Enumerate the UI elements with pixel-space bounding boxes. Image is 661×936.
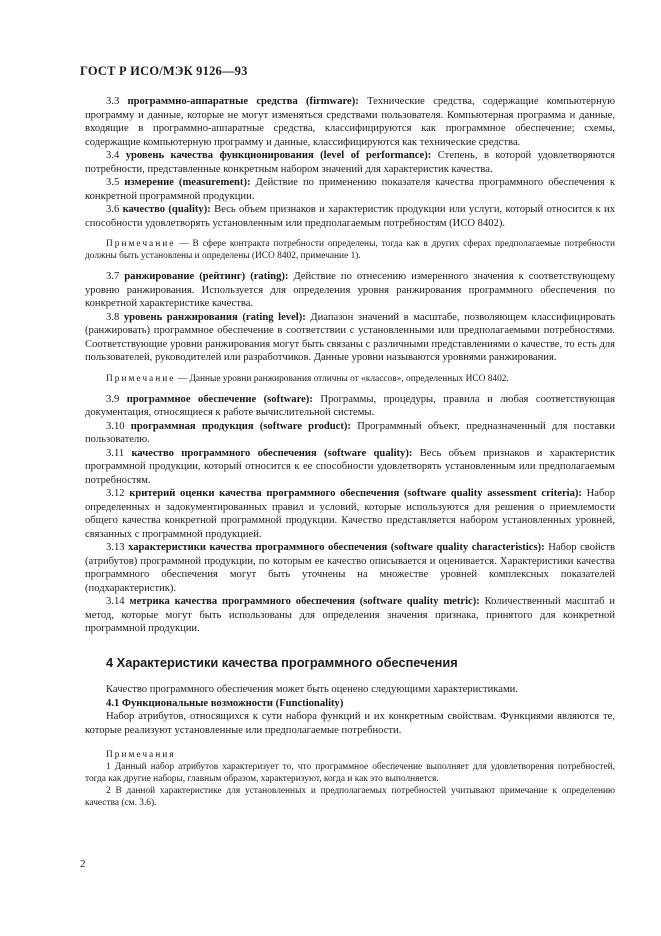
note-1 (85, 238, 615, 262)
term: критерий оценки качества программного обеспечения (software quality assessment criteria): (129, 488, 582, 499)
notes-label: Примечания (106, 750, 176, 760)
definition-text: Весь объем признаков и характеристик программной продукции, который относится к ее способности удовлетворять установленным или предполагаемым потребностям. (85, 447, 615, 486)
item-number: 3.4 (106, 150, 120, 161)
item-number: 3.14 (106, 596, 125, 607)
definition-text: Количественный масштаб и метод, которые могут быть использованы для определения значения признака, принятого для конкретной программной продукции. (85, 596, 615, 634)
definition-text: Весь объем признаков и характеристик продукции или услуги, который относится к их способности удовлетворять установленным или предполагаемым потребностям (ИСО 8402). (85, 204, 615, 229)
definition-3-7 (85, 270, 615, 311)
item-number: 3.12 (106, 488, 125, 499)
definition-3-9 (85, 393, 615, 420)
item-number: 3.7 (106, 271, 120, 282)
term: качество программного обеспечения (software quality): (131, 447, 413, 459)
definition-text: Программный объект, предназначенный для поставки пользователю. (85, 420, 615, 445)
definition-3-13 (85, 541, 615, 595)
definition-3-8 (85, 311, 615, 365)
definition-3-14 (85, 595, 615, 636)
definition-3-12 (85, 487, 615, 541)
term: измерение (measurement): (124, 177, 251, 188)
item-number: 3.6 (106, 204, 120, 215)
note-label: Примечание (106, 373, 176, 384)
item-number: 3.3 (106, 96, 120, 107)
document-body (85, 95, 615, 809)
definition-3-6 (85, 203, 615, 230)
term: метрика качества программного обеспечения (software quality metric): (129, 596, 480, 607)
definition-text: Набор свойств (атрибутов) программной продукции, по которым ее качество описывается и оценивается. Характеристики качества программного обеспечения могут быть уточнены на множестве уровней комплексных показателей (подхарактеристик). (85, 542, 615, 594)
item-number: 3.13 (106, 542, 125, 553)
term: программно-аппаратные средства (firmware): (127, 96, 359, 107)
definition-3-11 (85, 447, 615, 488)
item-number: 3.8 (106, 311, 120, 323)
note-item-1: 1 Данный набор атрибутов характеризует то, что программное обеспечение выполняет для удовлетворения потребностей, тогда как другие наборы, главным образом, характеризуют, когда и как это выполняется. (85, 762, 615, 784)
definition-text: Набор определенных и задокументированных правил и условий, которые используются для решения о приемлемости общего качества конкретной программной продукции. Качество представляется набором установленных уровней, связанных с программной продукцией. (85, 488, 615, 540)
definition-3-5 (85, 176, 615, 203)
term: уровень ранжирования (rating level): (123, 311, 306, 323)
note-item-2: 2 В данной характеристике для установленных и предполагаемых потребностей учитывают примечание к определению качества (см. 3.6). (85, 786, 615, 808)
item-number: 3.11 (106, 447, 125, 459)
definition-3-10 (85, 420, 615, 447)
term: характеристики качества программного обеспечения (software quality characteristics): (128, 542, 545, 553)
section-4-intro: Качество программного обеспечения может быть оценено следующими характеристиками. (106, 684, 518, 695)
term: качество (quality): (122, 204, 211, 215)
definition-3-3 (85, 95, 615, 149)
note-label: Примечание (106, 239, 176, 249)
subsection-number: 4.1 (106, 697, 120, 709)
definition-text: Действие по применению показателя качества программного обеспечения к конкретной программной продукции. (85, 177, 615, 202)
definition-text: Технические средства, содержащие компьютерную программу и данные, которые не могут изменяться средствами пользователя. Компьютерная программа и данные, входящие в программно-аппаратные средства, классифицируются как программное обеспечение; схемы, содержащие компьютерную программу и данные, классифицируются как технические средства. (85, 96, 615, 148)
note-text: — Данные уровни ранжирования отличны от «классов», определенных ИСО 8402. (177, 373, 509, 384)
definition-3-4 (85, 149, 615, 176)
subsection-4-1-text: Набор атрибутов, относящихся к сути набора функций и их конкретным свойствам. Функциями являются те, которые реализуют установленные или предполагаемые потребности. (85, 711, 615, 736)
term: уровень качества функционирования (level of performance): (125, 150, 432, 161)
term: ранжирование (рейтинг) (rating): (124, 271, 289, 282)
page-number: 2 (80, 858, 86, 870)
note-2 (85, 373, 615, 385)
definition-text: Степень, в которой удовлетворяются потребности, представленные конкретным набором значений для характеристик качества. (85, 150, 615, 175)
item-number: 3.5 (106, 177, 120, 188)
note-text: — В сфере контракта потребности определены, тогда как в других сферах предполагаемые потребности должны быть установлены и определены (ИСО 8402, примечание 1). (85, 239, 615, 261)
definition-text: Действие по отнесению измеренного значения к соответствующему уровню ранжирования. Используется для определения уровня ранжирования программного обеспечения по конкретной характеристике качества. (85, 271, 615, 309)
page-header: ГОСТ Р ИСО/МЭК 9126—93 (80, 64, 248, 78)
subsection-4-1-heading (85, 697, 615, 711)
section-4-heading: 4 Характеристики качества программного обеспечения (106, 654, 458, 670)
definition-text: Диапазон значений в масштабе, позволяющем классифицировать (ранжировать) программное обеспечение в соответствии с установленными или предполагаемыми потребностями. Соответствующие уровни ранжирования могут быть связаны с различными представлениями о качестве, то есть для пользователей, руководителей или разработчиков. Данные уровни называются уровнями ранжирования. (85, 311, 615, 363)
definition-text: Программы, процедуры, правила и любая соответствующая документация, относящиеся к работе вычислительной системы. (85, 393, 615, 418)
item-number: 3.10 (106, 420, 125, 432)
item-number: 3.9 (106, 393, 120, 405)
subsection-term: Функциональные возможности (Functionality) (121, 697, 344, 709)
term: программная продукция (software product): (130, 420, 351, 432)
term: программное обеспечение (software): (126, 393, 313, 405)
